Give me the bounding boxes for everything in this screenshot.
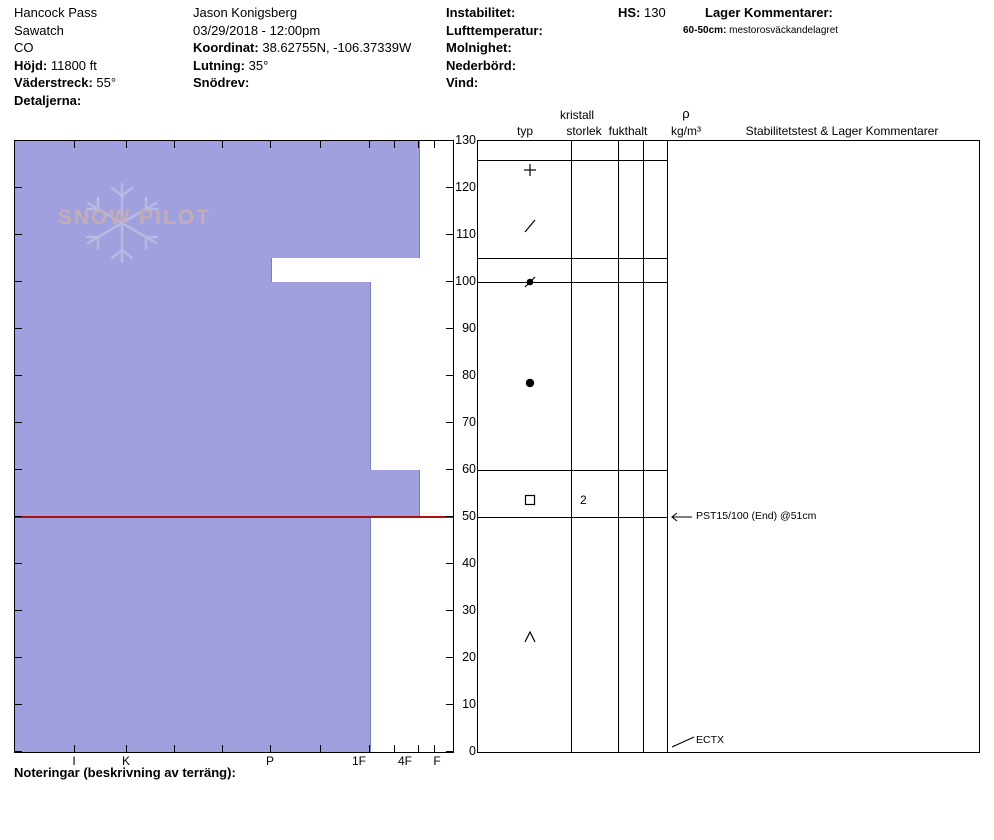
- observation-datetime: 03/29/2018 - 12:00pm: [193, 22, 321, 38]
- aspect-row: [14, 74, 189, 92]
- cloud-cover-label: Molnighet:: [446, 40, 512, 55]
- precipitation-label: Nederbörd:: [446, 57, 517, 73]
- slope-angle-label: Lutning:: [193, 57, 245, 73]
- grain-symbol-plus-130-126: [522, 162, 538, 178]
- hardness-label-4f: 4F: [397, 754, 413, 768]
- wind-row: [446, 74, 616, 92]
- elevation-value: 11800 ft: [50, 57, 97, 73]
- grain-symbol-round-80: [522, 375, 538, 391]
- coordinates-label: Koordinat:: [193, 40, 259, 55]
- layer-boundary-126cm: [478, 160, 667, 161]
- layer-comments-title: Lager Kommentarer:: [705, 5, 833, 20]
- weak-layer-marker-50cm: [15, 516, 453, 518]
- hardness-label-i: I: [72, 754, 76, 768]
- depth-tick-90: 90: [462, 321, 476, 335]
- grain-table: [477, 140, 980, 753]
- layer-comment-depth: 60-50cm:: [683, 24, 727, 36]
- wind-transport-row: [193, 74, 443, 92]
- wind-transport-label: Snödrev:: [193, 75, 250, 90]
- stability-test-ect: [670, 733, 696, 749]
- location-name: Hancock Pass: [14, 5, 98, 20]
- depth-tick-0: 0: [469, 744, 476, 758]
- column-separator-type-size: [571, 141, 572, 752]
- layer-comment-text: mestorosväckandelagret: [729, 24, 839, 36]
- header-wetness: fukthalt: [608, 124, 648, 138]
- layer-bar-50-0: [15, 517, 371, 752]
- depth-tick-50: 50: [462, 509, 476, 523]
- grain-table-header: [477, 108, 980, 140]
- column-separator-density-stability: [667, 141, 668, 752]
- header-type: typ: [516, 124, 534, 138]
- header-column-weather: [446, 4, 616, 92]
- hardness-label-k: K: [121, 754, 131, 768]
- layer-boundary-105cm: [478, 258, 667, 259]
- header-stability: Stabilitetstest & Lager Kommentarer: [745, 124, 939, 138]
- depth-tick-70: 70: [462, 415, 476, 429]
- depth-tick-40: 40: [462, 556, 476, 570]
- coordinates-value: 38.62755N, -106.37339W: [262, 40, 412, 55]
- layer-boundary-100cm: [478, 282, 667, 283]
- column-separator-wetness-density: [643, 141, 644, 752]
- layer-comment-item: [683, 24, 990, 38]
- stability-test-pst: [670, 511, 694, 523]
- elevation-row: [14, 57, 189, 75]
- hs-label: HS:: [618, 5, 641, 20]
- coordinates-row: [193, 39, 443, 57]
- header-column-location: [14, 4, 189, 109]
- air-temperature-label: Lufttemperatur:: [446, 22, 543, 38]
- hardness-label-p: P: [265, 754, 275, 768]
- watermark-text: SNOW PILOT: [58, 206, 211, 229]
- depth-tick-120: 120: [455, 180, 476, 194]
- header-column-comments: [683, 4, 990, 38]
- hs-row: [618, 4, 703, 22]
- wind-label: Vind:: [446, 75, 479, 90]
- terrain-notes-label: Noteringar (beskrivning av terräng):: [14, 765, 236, 780]
- layer-bar-130-126: [15, 141, 420, 160]
- header-column-hs: [618, 4, 703, 22]
- depth-tick-80: 80: [462, 368, 476, 382]
- cloud-cover-row: [446, 39, 616, 57]
- header-density-units: kg/m³: [671, 124, 701, 138]
- header-density-symbol: ρ: [682, 106, 690, 121]
- depth-tick-20: 20: [462, 650, 476, 664]
- header-column-observer: [193, 4, 443, 92]
- header-crystal: kristall: [559, 108, 595, 122]
- details-label: Detaljerna:: [14, 92, 82, 108]
- depth-tick-10: 10: [462, 697, 476, 711]
- grain-symbol-slash-126-105: [522, 218, 538, 234]
- air-temperature-row: [446, 22, 616, 40]
- stability-test-pst-label: PST15/100 (End) @51cm: [696, 510, 817, 522]
- slope-angle-value: 35°: [248, 57, 269, 73]
- details-row: [14, 92, 189, 110]
- layer-bar-100-60: [15, 282, 371, 470]
- grain-symbol-facet-60-50: [522, 492, 538, 508]
- aspect-label: Väderstreck:: [14, 75, 93, 90]
- header-size: storlek: [566, 124, 602, 138]
- grain-symbol-dot-slash-105-100: [522, 274, 538, 290]
- profile-header: [0, 0, 994, 118]
- layer-bar-126-105: [15, 160, 420, 258]
- layer-boundary-50cm: [478, 517, 667, 518]
- depth-tick-60: 60: [462, 462, 476, 476]
- depth-tick-110: 110: [456, 227, 476, 241]
- instability-row: [446, 4, 616, 22]
- layer-bar-60-50: [15, 470, 420, 517]
- depth-axis: [454, 133, 476, 758]
- stability-test-ect-label: ECTX: [696, 734, 725, 746]
- state: CO: [14, 40, 34, 55]
- slope-angle-row: [193, 57, 443, 75]
- layer-bar-105-100: [15, 258, 272, 282]
- grain-size-60-50: 2: [580, 493, 587, 507]
- observer-name: Jason Konigsberg: [193, 5, 298, 20]
- hs-value: 130: [644, 5, 666, 20]
- aspect-value: 55°: [96, 75, 117, 90]
- hardness-profile-plot: [14, 140, 454, 753]
- precipitation-row: [446, 57, 616, 75]
- instability-label: Instabilitet:: [446, 5, 516, 20]
- depth-tick-30: 30: [462, 603, 476, 617]
- elevation-label: Höjd:: [14, 57, 48, 73]
- depth-tick-130: 130: [455, 133, 476, 147]
- layer-boundary-60cm: [478, 470, 667, 471]
- column-separator-size-wetness: [618, 141, 619, 752]
- mountain-range: Sawatch: [14, 22, 64, 38]
- grain-symbol-depth-hoar-50-0: [522, 629, 538, 645]
- depth-tick-100: 100: [455, 274, 476, 288]
- hardness-label-f: F: [433, 754, 441, 768]
- hardness-label-1f: 1F: [351, 754, 367, 768]
